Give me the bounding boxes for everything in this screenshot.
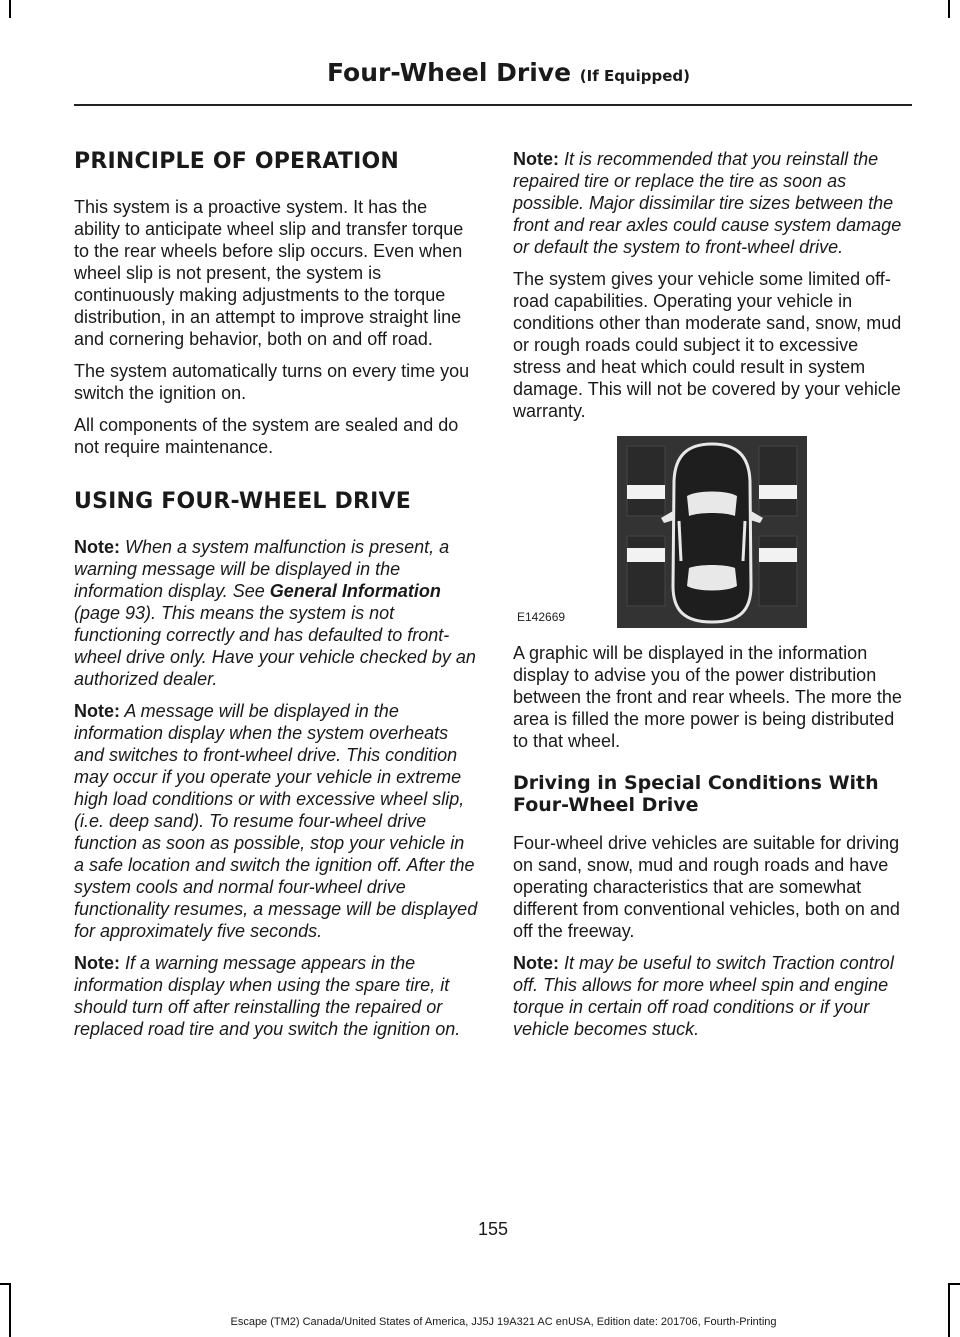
note-label: Note: <box>513 953 559 973</box>
note-text-continued: (page 93). This means the system is not functioning correctly and has defaulted to front-wheel drive only. Have your vehicle checked by an authorized dealer. <box>74 603 476 689</box>
header-subtitle: (If Equipped) <box>579 67 690 85</box>
special-conditions-heading: Driving in Special Conditions With Four-Wheel Drive <box>513 772 879 816</box>
cross-reference-link[interactable]: General Information <box>269 581 441 601</box>
note-text: When a system malfunction is present, a warning message will be displayed in the information display. See <box>74 537 450 601</box>
crop-mark-bottom-left <box>9 1283 11 1337</box>
principle-paragraph-1: This system is a proactive system. It has the ability to anticipate wheel slip and transfer torque to the rear wheels before slip occurs. Even when wheel slip is not present, the system is continuously making adjustments to the torque distribution, in an attempt to improve straight line and cornering behavior, both on and off road. <box>74 197 464 349</box>
note-text: A message will be displayed in the information display when the system overheats and switches to front-wheel drive. This condition may occur if you operate your vehicle in extreme high load conditions or with excessive wheel slip, (i.e. deep sand). To resume four-wheel drive function as soon as possible, stop your vehicle in a safe location and switch the ignition off. After the system cools and normal four-wheel drive functionality resumes, a message will be displayed for approximately five seconds. <box>74 701 478 941</box>
vehicle-power-distribution-icon <box>617 436 807 628</box>
graphic-paragraph: A graphic will be displayed in the information display to advise you of the power distribution between the front and rear wheels. The more the area is filled the more power is being distributed to that wheel. <box>513 643 902 751</box>
note-reinstall-tire <box>513 148 909 258</box>
footer-edition-info: Escape (TM2) Canada/United States of America, JJ5J 19A321 AC enUSA, Edition date: 201706, Fourth-Printing <box>230 1316 777 1328</box>
note-text: If a warning message appears in the information display when using the spare tire, it should turn off after reinstalling the repaired or replaced road tire and you switch the ignition on. <box>74 953 461 1039</box>
left-column <box>74 146 478 1050</box>
crop-mark-top-left <box>9 0 11 18</box>
page-header-title <box>327 58 690 87</box>
special-conditions-paragraph: Four-wheel drive vehicles are suitable for driving on sand, snow, mud and rough roads and have operating characteristics that are somewhat different from conventional vehicles, both on and off the freeway. <box>513 833 900 941</box>
crop-mark-bottom-right-h <box>948 1283 960 1285</box>
crop-mark-bottom-left-h <box>0 1283 11 1285</box>
note-spare-tire <box>74 952 478 1040</box>
right-column <box>513 148 909 1050</box>
using-heading: USING FOUR-WHEEL DRIVE <box>74 489 411 514</box>
note-text: It may be useful to switch Traction control off. This allows for more wheel spin and engine torque in certain off road conditions or if your vehicle becomes stuck. <box>513 953 894 1039</box>
note-label: Note: <box>74 953 120 973</box>
principle-paragraph-2: The system automatically turns on every time you switch the ignition on. <box>74 361 470 403</box>
note-label: Note: <box>74 537 120 557</box>
note-overheat <box>74 700 478 942</box>
note-malfunction <box>74 536 478 690</box>
principle-heading: PRINCIPLE OF OPERATION <box>74 149 400 174</box>
figure-id: E142669 <box>517 610 566 624</box>
note-label: Note: <box>513 149 559 169</box>
crop-mark-bottom-right <box>948 1283 950 1337</box>
note-traction-control <box>513 952 909 1040</box>
header-title-text: Four-Wheel Drive <box>326 58 572 87</box>
power-distribution-figure <box>513 432 909 628</box>
principle-paragraph-3: All components of the system are sealed and do not require maintenance. <box>74 415 459 457</box>
note-label: Note: <box>74 701 120 721</box>
page-number: 155 <box>477 1219 509 1239</box>
header-divider <box>74 104 912 106</box>
offroad-paragraph: The system gives your vehicle some limited off-road capabilities. Operating your vehicle in conditions other than moderate sand, snow, mud or rough roads could subject it to excessive stress and heat which could result in system damage. This will not be covered by your vehicle warranty. <box>513 269 902 421</box>
note-text: It is recommended that you reinstall the repaired tire or replace the tire as soon as possible. Major dissimilar tire sizes between the front and rear axles could cause system damage or default the system to front-wheel drive. <box>513 149 902 257</box>
crop-mark-top-right <box>948 0 950 18</box>
